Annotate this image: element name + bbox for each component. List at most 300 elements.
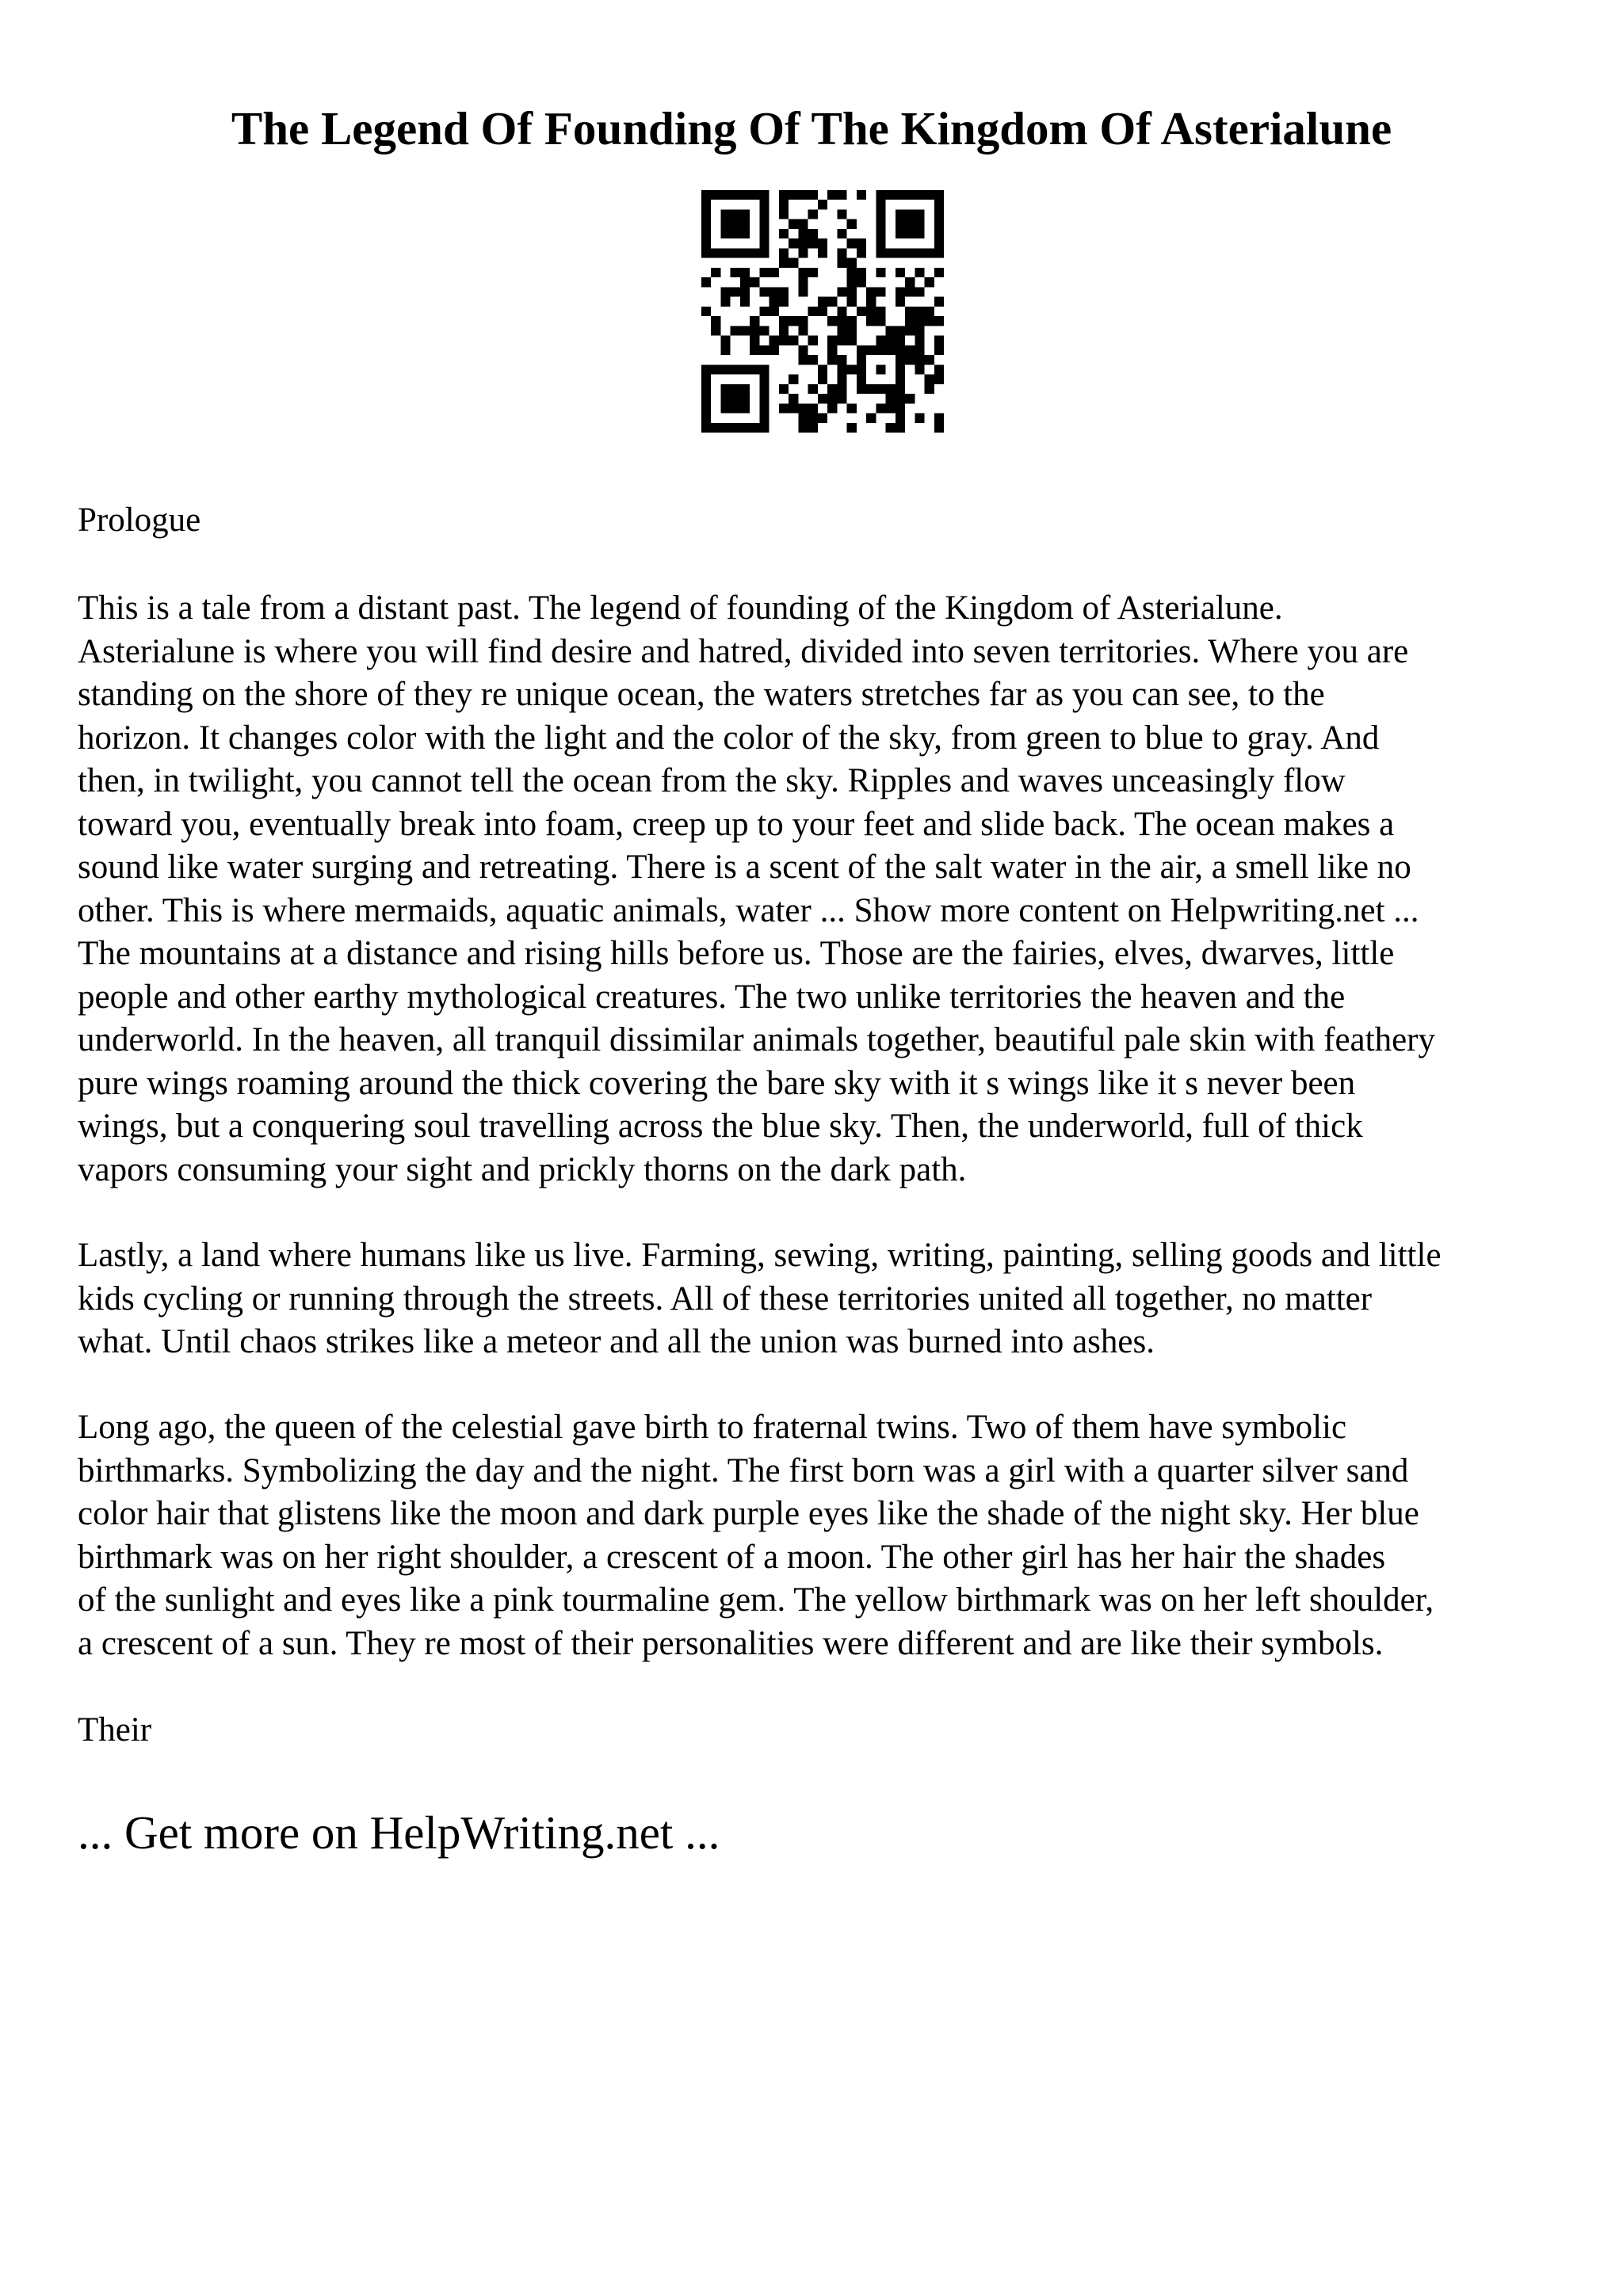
paragraph-line: other. This is where mermaids, aquatic animals, water ... Show more content on Helpwriting.net ... <box>78 891 1419 929</box>
qr-module <box>866 316 876 326</box>
qr-module <box>915 209 924 219</box>
qr-module <box>740 403 750 413</box>
qr-module <box>896 190 905 200</box>
qr-module <box>827 316 837 326</box>
qr-module <box>886 394 896 403</box>
qr-module <box>866 345 876 355</box>
qr-module <box>818 238 827 248</box>
qr-module <box>720 423 730 433</box>
qr-module <box>740 287 750 296</box>
qr-module <box>857 355 866 364</box>
qr-module <box>934 200 944 209</box>
qr-module <box>934 190 944 200</box>
qr-module <box>701 403 711 413</box>
qr-module <box>750 336 759 345</box>
qr-module <box>925 355 934 364</box>
qr-module <box>701 219 711 229</box>
qr-module <box>759 364 769 374</box>
qr-module <box>759 287 769 296</box>
qr-module <box>896 297 905 307</box>
paragraph-line: toward you, eventually break into foam, creep up to your feet and slide back. The ocean makes a <box>78 805 1395 843</box>
qr-module <box>731 190 740 200</box>
qr-module <box>896 229 905 238</box>
qr-module <box>847 316 857 326</box>
qr-module <box>827 384 837 394</box>
qr-module <box>934 336 944 345</box>
qr-module <box>866 384 876 394</box>
qr-module <box>731 229 740 238</box>
paragraph-line: horizon. It changes color with the light and the color of the sky, from green to blue to gray. And <box>78 719 1380 757</box>
qr-module <box>740 190 750 200</box>
qr-module <box>731 384 740 394</box>
qr-module <box>711 423 720 433</box>
qr-module <box>847 336 857 345</box>
qr-module <box>711 190 720 200</box>
qr-module <box>759 268 769 277</box>
qr-module <box>701 190 711 200</box>
qr-module <box>896 336 905 345</box>
qr-module <box>818 364 827 374</box>
qr-module <box>740 277 750 287</box>
qr-module <box>701 229 711 238</box>
qr-module <box>837 248 846 257</box>
qr-module <box>711 248 720 257</box>
qr-module <box>740 326 750 335</box>
qr-module <box>896 394 905 403</box>
qr-module <box>827 190 837 200</box>
qr-module <box>905 355 915 364</box>
qr-module <box>925 190 934 200</box>
qr-module <box>896 375 905 384</box>
qr-module <box>750 277 759 287</box>
qr-module <box>915 355 924 364</box>
qr-module <box>798 316 808 326</box>
qr-module <box>905 287 915 296</box>
qr-module <box>934 297 944 307</box>
qr-module <box>740 297 750 307</box>
paragraph-line: standing on the shore of they re unique ocean, the waters stretches far as you can see, to the <box>78 676 1325 713</box>
qr-module <box>779 248 789 257</box>
qr-module <box>779 190 789 200</box>
qr-module <box>720 209 730 219</box>
qr-module <box>847 326 857 335</box>
qr-module <box>905 190 915 200</box>
qr-module <box>720 336 730 345</box>
qr-module <box>818 307 827 316</box>
paragraph-line: Their <box>78 1711 152 1749</box>
qr-module <box>759 326 769 335</box>
qr-module <box>740 423 750 433</box>
qr-module <box>798 229 808 238</box>
qr-module <box>701 248 711 257</box>
qr-module <box>740 384 750 394</box>
qr-module <box>720 297 730 307</box>
qr-module <box>759 219 769 229</box>
qr-module <box>808 190 818 200</box>
qr-module <box>837 287 846 296</box>
qr-module <box>857 268 866 277</box>
qr-module <box>779 403 789 413</box>
qr-module <box>808 414 818 423</box>
qr-module <box>876 200 885 209</box>
qr-module <box>827 355 837 364</box>
paragraph-line: what. Until chaos strikes like a meteor and all the union was burned into ashes. <box>78 1323 1155 1360</box>
qr-module <box>750 364 759 374</box>
qr-module <box>720 384 730 394</box>
qr-module <box>925 384 934 394</box>
qr-module <box>779 258 789 268</box>
qr-module <box>798 287 808 296</box>
paragraph-2 <box>78 1234 1568 1364</box>
qr-module <box>934 209 944 219</box>
qr-module <box>759 248 769 257</box>
qr-module <box>798 414 808 423</box>
qr-module <box>925 277 934 287</box>
qr-module <box>798 326 808 335</box>
qr-module <box>866 297 876 307</box>
qr-module <box>915 364 924 374</box>
qr-module <box>934 316 944 326</box>
qr-module <box>731 403 740 413</box>
qr-module <box>769 307 779 316</box>
qr-module <box>876 248 885 257</box>
paragraph-line: of the sunlight and eyes like a pink tourmaline gem. The yellow birthmark was on her left shoulder, <box>78 1581 1434 1619</box>
qr-module <box>925 248 934 257</box>
qr-module <box>905 394 915 403</box>
qr-module <box>827 345 837 355</box>
qr-module <box>808 355 818 364</box>
paragraph-line: a crescent of a sun. They re most of their personalities were different and are like their symbols. <box>78 1624 1384 1662</box>
qr-module <box>847 268 857 277</box>
qr-module <box>847 287 857 296</box>
qr-module <box>837 336 846 345</box>
qr-module <box>731 248 740 257</box>
qr-module <box>847 277 857 287</box>
qr-module <box>915 336 924 345</box>
paragraph-line: pure wings roaming around the thick covering the bare sky with it s wings like it s never been <box>78 1064 1356 1102</box>
qr-module <box>731 326 740 335</box>
qr-module <box>847 238 857 248</box>
qr-module <box>837 209 846 219</box>
qr-module <box>915 268 924 277</box>
qr-module <box>896 219 905 229</box>
qr-module <box>915 326 924 335</box>
qr-module <box>934 364 944 374</box>
qr-module <box>789 316 798 326</box>
qr-module <box>701 384 711 394</box>
qr-module <box>769 336 779 345</box>
qr-module <box>701 209 711 219</box>
qr-module <box>876 307 885 316</box>
qr-module <box>905 316 915 326</box>
qr-module <box>866 287 876 296</box>
qr-module <box>934 423 944 433</box>
qr-module <box>720 345 730 355</box>
qr-module <box>720 287 730 296</box>
paragraph-line: birthmark was on her right shoulder, a crescent of a moon. The other girl has her hair the shades <box>78 1538 1386 1576</box>
qr-module <box>740 209 750 219</box>
qr-module <box>779 384 789 394</box>
qr-module <box>759 384 769 394</box>
qr-module <box>827 403 837 413</box>
qr-module <box>759 423 769 433</box>
qr-module <box>837 375 846 384</box>
qr-module <box>759 394 769 403</box>
qr-module <box>769 287 779 296</box>
qr-module <box>701 277 711 287</box>
qr-module <box>789 190 798 200</box>
qr-module <box>915 248 924 257</box>
qr-module <box>789 394 798 403</box>
qr-module <box>876 336 885 345</box>
qr-module <box>876 316 885 326</box>
qr-module <box>759 209 769 219</box>
qr-module <box>857 307 866 316</box>
qr-module <box>808 209 818 219</box>
paragraph-1 <box>78 587 1568 1192</box>
qr-module <box>886 326 896 335</box>
qr-module <box>740 248 750 257</box>
qr-module <box>798 345 808 355</box>
qr-module <box>701 423 711 433</box>
paragraph-line: Long ago, the queen of the celestial gave birth to fraternal twins. Two of them have symbolic <box>78 1409 1347 1446</box>
qr-module <box>769 345 779 355</box>
qr-module <box>905 248 915 257</box>
qr-module <box>798 248 808 257</box>
qr-module <box>857 248 866 257</box>
qr-module <box>896 268 905 277</box>
qr-module <box>720 219 730 229</box>
get-more-link[interactable]: ... Get more on HelpWriting.net ... <box>78 1806 720 1859</box>
qr-module <box>876 268 885 277</box>
qr-module <box>798 219 808 229</box>
qr-module <box>837 190 846 200</box>
qr-module <box>915 414 924 423</box>
qr-module <box>740 364 750 374</box>
qr-module <box>711 316 720 326</box>
qr-module <box>886 423 896 433</box>
qr-module <box>740 394 750 403</box>
qr-module <box>886 403 896 413</box>
qr-module <box>925 307 934 316</box>
qr-module <box>866 414 876 423</box>
qr-module <box>847 364 857 374</box>
qr-module <box>827 394 837 403</box>
qr-module <box>740 229 750 238</box>
qr-module <box>759 307 769 316</box>
qr-module <box>789 258 798 268</box>
qr-module <box>837 326 846 335</box>
qr-module <box>779 297 789 307</box>
qr-module <box>847 423 857 433</box>
qr-module <box>808 403 818 413</box>
paragraph-line: The mountains at a distance and rising hills before us. Those are the fairies, elves, dwarves, little <box>78 935 1395 972</box>
qr-module <box>857 190 866 200</box>
qr-module <box>808 307 818 316</box>
paragraph-line: Asterialune is where you will find desire and hatred, divided into seven territories. Where you are <box>78 632 1409 670</box>
qr-module <box>769 297 779 307</box>
qr-module <box>720 248 730 257</box>
qr-module <box>915 316 924 326</box>
qr-module <box>731 219 740 229</box>
prologue-heading: Prologue <box>78 502 201 539</box>
qr-module <box>720 190 730 200</box>
qr-module <box>876 229 885 238</box>
qr-module <box>798 238 808 248</box>
qr-module <box>896 209 905 219</box>
qr-module <box>779 326 789 335</box>
qr-module <box>837 229 846 238</box>
qr-module <box>798 403 808 413</box>
qr-module <box>808 268 818 277</box>
qr-module <box>905 277 915 287</box>
qr-module <box>808 238 818 248</box>
qr-module <box>750 248 759 257</box>
qr-module <box>934 248 944 257</box>
qr-module <box>896 403 905 413</box>
qr-module <box>934 268 944 277</box>
qr-module <box>818 394 827 403</box>
paragraph-line: people and other earthy mythological creatures. The two unlike territories the heaven and the <box>78 978 1346 1016</box>
qr-module <box>818 297 827 307</box>
qr-module <box>847 258 857 268</box>
qr-module <box>886 345 896 355</box>
qr-module <box>905 326 915 335</box>
paragraph-line: wings, but a conquering soul travelling across the blue sky. Then, the underworld, full of thick <box>78 1108 1363 1145</box>
paragraph-line: This is a tale from a distant past. The legend of founding of the Kingdom of Asterialune. <box>78 589 1283 627</box>
qr-module <box>934 219 944 229</box>
qr-module <box>876 403 885 413</box>
qr-module <box>731 268 740 277</box>
qr-module <box>701 200 711 209</box>
paragraph-line: then, in twilight, you cannot tell the ocean from the sky. Ripples and waves unceasingly flow <box>78 762 1346 799</box>
qr-module <box>896 384 905 394</box>
qr-module <box>857 375 866 384</box>
qr-module <box>798 423 808 433</box>
qr-module <box>886 190 896 200</box>
qr-module <box>731 394 740 403</box>
qr-module <box>731 364 740 374</box>
qr-module <box>915 190 924 200</box>
qr-module <box>750 423 759 433</box>
qr-module <box>731 209 740 219</box>
qr-module <box>915 229 924 238</box>
qr-module <box>876 238 885 248</box>
qr-module <box>789 219 798 229</box>
qr-module <box>808 384 818 394</box>
qr-module <box>711 364 720 374</box>
qr-module <box>759 190 769 200</box>
qr-module <box>934 345 944 355</box>
qr-module <box>847 403 857 413</box>
qr-module <box>837 364 846 374</box>
qr-module <box>769 268 779 277</box>
qr-module <box>731 287 740 296</box>
qr-module <box>857 345 866 355</box>
qr-module <box>798 277 808 287</box>
qr-module <box>827 336 837 345</box>
qr-module <box>876 384 885 394</box>
qr-module <box>837 307 846 316</box>
qr-module <box>827 297 837 307</box>
paragraph-line: Lastly, a land where humans like us live. Farming, sewing, writing, painting, selling goods and little <box>78 1237 1442 1274</box>
qr-module <box>701 414 711 423</box>
qr-module <box>759 403 769 413</box>
paragraph-4 <box>78 1709 1568 1753</box>
qr-module <box>808 229 818 238</box>
qr-module <box>759 414 769 423</box>
qr-module <box>701 375 711 384</box>
qr-module <box>701 238 711 248</box>
qr-module <box>731 423 740 433</box>
qr-module <box>798 268 808 277</box>
qr-module <box>798 355 808 364</box>
qr-module <box>857 384 866 394</box>
qr-module <box>750 326 759 335</box>
qr-module <box>876 209 885 219</box>
qr-module <box>905 307 915 316</box>
qr-module <box>876 364 885 374</box>
qr-module <box>779 200 789 209</box>
qr-module <box>896 355 905 364</box>
qr-module <box>934 238 944 248</box>
qr-module <box>905 345 915 355</box>
qr-module <box>915 345 924 355</box>
qr-module <box>896 364 905 374</box>
qr-module <box>779 209 789 219</box>
qr-module <box>789 403 798 413</box>
qr-module <box>701 307 711 316</box>
qr-module <box>847 219 857 229</box>
qr-module <box>740 219 750 229</box>
qr-module <box>837 394 846 403</box>
qr-module <box>779 316 789 326</box>
qr-module <box>896 345 905 355</box>
qr-module <box>837 355 846 364</box>
paragraph-3 <box>78 1406 1568 1665</box>
qr-module <box>789 375 798 384</box>
qr-module <box>857 364 866 374</box>
qr-module <box>857 277 866 287</box>
qr-code <box>701 190 944 433</box>
paragraph-line: birthmarks. Symbolizing the day and the night. The first born was a girl with a quarter silver sand <box>78 1451 1409 1489</box>
qr-module <box>925 375 934 384</box>
qr-module <box>779 336 789 345</box>
qr-module <box>759 345 769 355</box>
qr-module <box>896 287 905 296</box>
qr-module <box>808 336 818 345</box>
qr-module <box>915 287 924 296</box>
qr-module <box>779 229 789 238</box>
qr-module <box>759 200 769 209</box>
qr-module <box>759 238 769 248</box>
qr-module <box>750 316 759 326</box>
qr-module <box>847 297 857 307</box>
qr-module <box>750 190 759 200</box>
qr-module <box>818 375 827 384</box>
qr-module <box>789 238 798 248</box>
qr-module <box>837 316 846 326</box>
qr-module <box>915 219 924 229</box>
qr-module <box>711 326 720 335</box>
paragraph-line: kids cycling or running through the streets. All of these territories united all together, no matter <box>78 1280 1373 1318</box>
paragraph-line: color hair that glistens like the moon and dark purple eyes like the shade of the night sky. Her blue <box>78 1495 1419 1532</box>
qr-module <box>779 287 789 296</box>
qr-module <box>934 414 944 423</box>
qr-module <box>720 403 730 413</box>
paragraph-line: vapors consuming your sight and prickly thorns on the dark path. <box>78 1150 967 1188</box>
qr-module <box>905 219 915 229</box>
